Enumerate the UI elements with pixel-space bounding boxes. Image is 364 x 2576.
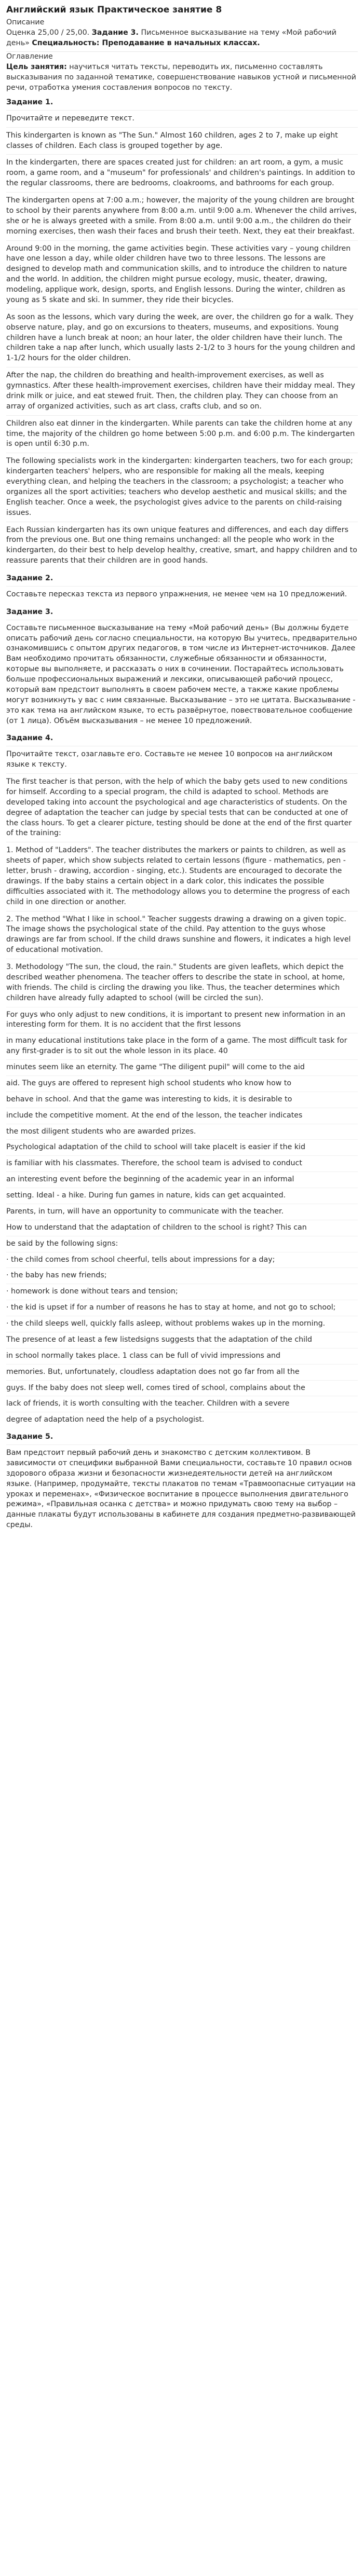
text-line: Parents, in turn, will have an opportunity to communicate with the teacher. xyxy=(6,1204,358,1220)
goal-line xyxy=(6,62,358,93)
text-line: aid. The guys are offered to represent high school students who know how to xyxy=(6,1075,358,1092)
text-line: For guys who only adjust to new conditions, it is important to present new information in an interesting form for them. It is no accident that the first lessons xyxy=(6,1007,358,1033)
text-line: lack of friends, it is worth consulting with the teacher. Children with a severe xyxy=(6,1396,358,1412)
text-paragraph: In the kindergarten, there are spaces created just for children: an art room, a gym, a music room, a game room, and a "museum" for professionals' and children's paintings. In addition to the regular classrooms, there are bedrooms, cloakrooms, and bathrooms for each group. xyxy=(6,154,358,192)
page-title: Английский язык Практическое занятие 8 xyxy=(6,5,222,15)
score-line xyxy=(6,28,358,49)
task-1-title: Задание 1. xyxy=(6,98,53,106)
method-paragraph: 2. The method "What I like in school." Teacher suggests drawing a drawing on a given topic. The image shows the psychological state of the child. Pay attention to the guys whose drawings are far from school. If the child draws sunshine and flowers, it indicates a high level of educational motivation. xyxy=(6,911,358,959)
list-item: · the baby has new friends; xyxy=(6,1267,358,1284)
description-label: Описание xyxy=(6,18,45,26)
text-line: How to understand that the adaptation of children to the school is right? This can xyxy=(6,1220,358,1236)
task-4-title: Задание 4. xyxy=(6,734,53,743)
task-3-section xyxy=(6,603,358,730)
task-2-section xyxy=(6,569,358,603)
text-line: include the competitive moment. At the end of the lesson, the teacher indicates xyxy=(6,1108,358,1124)
task-3-title: Задание 3. xyxy=(6,607,53,616)
text-line: in school normally takes place. 1 class can be full of vivid impressions and xyxy=(6,1348,358,1364)
task-5-section xyxy=(6,1428,358,1534)
text-line: guys. If the baby does not sleep well, comes tired of school, complains about the xyxy=(6,1380,358,1396)
text-paragraph: Around 9:00 in the morning, the game activities begin. These activities vary – young children have one lesson a day, while older children have two to three lessons. The lessons are designed to develop math and communication skills, and to introduce the children to nature and the world. In addition, the children might pursue ecology, music, theater, drawing, modeling, applique work, design, sports, and English lessons. During the winter, children as young as 5 skate and ski. In summer, they ride their bicycles. xyxy=(6,240,358,309)
text-line: is familiar with his classmates. Therefore, the school team is advised to conduct xyxy=(6,1155,358,1171)
text-paragraph: Each Russian kindergarten has its own unique features and differences, and each day differs from the previous one. But one thing remains unchanged: all the people who work in the kindergarten, do their best to help develop healthy, creative, smart, and happy children and to reassure parents that their children are in good hands. xyxy=(6,522,358,570)
task-4-section xyxy=(6,729,358,1428)
list-item: · the child comes from school cheerful, tells about impressions for a day; xyxy=(6,1252,358,1268)
text-paragraph: This kindergarten is known as "The Sun." Almost 160 children, ages 2 to 7, make up eight classes of children. Each class is grouped together by age. xyxy=(6,127,358,155)
text-lines xyxy=(6,1007,358,1428)
text-paragraph: After the nap, the children do breathing and health-improvement exercises, as well as gymnastics. After these health-improvement exercises, children have their midday meal. They drink milk or juice, and eat stewed fruit. Then, the children play. They can choose from an array of organized activities, such as art class, crafts club, and so on. xyxy=(6,367,358,415)
score: Оценка 25,00 / 25,00. xyxy=(6,28,90,37)
text-line: behave in school. And that the game was interesting to kids, it is desirable to xyxy=(6,1092,358,1108)
speciality: Специальность: Преподавание в начальных классах. xyxy=(32,38,260,47)
task-4-instruction: Прочитайте текст, озаглавьте его. Составьте не менее 10 вопросов на английском языке к тексту. xyxy=(6,746,358,773)
bottom-spacer xyxy=(6,1534,358,1540)
text-paragraph: Children also eat dinner in the kindergarten. While parents can take the children home at any time, the majority of the children go home between 5:00 p.m. and 6:00 p.m. The kindergarten is open until 6:30 p.m. xyxy=(6,415,358,453)
toc-label: Оглавление xyxy=(6,52,53,61)
method-paragraph: 3. Methodology "The sun, the cloud, the rain." Students are given leaflets, which depict the described weather phenomena. The teacher offers to describe the state in school, at home, with friends. The child is circling the drawing you like. Thus, the teacher determines which children have already fully adapted to school (will be circled the sun). xyxy=(6,959,358,1007)
text-line: an interesting event before the beginning of the academic year in an informal xyxy=(6,1171,358,1188)
text-line: in many educational institutions take place in the form of a game. The most difficult task for any first-grader is to sit out the whole lesson in its place. 40 xyxy=(6,1033,358,1059)
list-item: · the kid is upset if for a number of reasons he has to stay at home, and not go to school; xyxy=(6,1300,358,1316)
text-line: memories. But, unfortunately, cloudless adaptation does not go far from all the xyxy=(6,1364,358,1380)
task-3-text: Составьте письменное высказывание на тему «Мой рабочий день» (Вы должны будете описать рабочий день согласно специальности, на которую Вы учитесь, предварительно ознакомившись с опытом других педагогов, в том числе из Интернет-источников. Далее Вам необходимо прочитать обязанности, служебные обязанности и обязанности, которые вы выполняете, и рассказать о них в сочинении. Постарайтесь использовать больше профессиональных выражений и лексики, описывающей рабочий процесс, который вам предстоит выполнять в своем рабочем месте, а также какие проблемы могут возникнуть у вас с ним связанные. Высказывание – это не цитата. Высказывание - это как тема на английском языке, то есть развёрнутое, повествовательное сообщение (от 1 лица). Объём высказывания – не менее 10 предложений. xyxy=(6,620,358,730)
task-1-instruction: Прочитайте и переведите текст. xyxy=(6,110,358,127)
task-5-title: Задание 5. xyxy=(6,1433,53,1441)
text-line: the most diligent students who are awarded prizes. xyxy=(6,1124,358,1140)
text-line: setting. Ideal - a hike. During fun games in nature, kids can get acquainted. xyxy=(6,1188,358,1204)
task3-topic: Письменное высказывание на тему «Мой рабочий день» xyxy=(6,28,336,47)
goal-label: Цель занятия: xyxy=(6,63,67,72)
text-paragraph: The following specialists work in the kindergarten: kindergarten teachers, two for each group; kindergarten teachers' helpers, who are responsible for making all the meals, keeping everything clean, and helping the teachers in the classroom; a psychologist; a teacher who organizes all the sport activities; teachers who develop aesthetic and musical skills; and the English teacher. Once a week, the psychologist gives advice to the parents on child-raising issues. xyxy=(6,453,358,521)
text-line: be said by the following signs: xyxy=(6,1236,358,1252)
method-paragraph: 1. Method of "Ladders". The teacher distributes the markers or paints to children, as well as sheets of paper, which show subjects related to certain lessons (figure - mathematics, pen - letter, brush - drawing, accordion - singing, etc.). Students are encouraged to decorate the drawings. If the baby stains a certain object in a dark color, this indicates the possible difficulties associated with it. The methodology allows you to determine the progress of each child in one direction or another. xyxy=(6,842,358,910)
document-header xyxy=(6,4,358,93)
list-item: · the child sleeps well, quickly falls asleep, without problems wakes up in the morning. xyxy=(6,1316,358,1332)
task-5-text: Вам предстоит первый рабочий день и знакомство с детским коллективом. В зависимости от специфики выбранной Вами специальности, составьте 10 правил основ здорового образа жизни и безопасности жизнедеятельности детей на английском языке. (Например, продумайте, тексты плакатов по темам «Травмоопасные ситуации на уроках и переменах», «Физическое воспитание в процессе выполнения двигательного режима», «Правильная осанка с детства» и можно придумать свою тему на выбор – данные плакаты будут использованы в кабинете для создания предметно-развивающей среды. xyxy=(6,1444,358,1534)
text-line: Psychological adaptation of the child to school will take placeIt is easier if the kid xyxy=(6,1139,358,1155)
text-line: degree of adaptation need the help of a psychologist. xyxy=(6,1412,358,1428)
task3-label: Задание 3. xyxy=(91,28,139,37)
text-paragraph: The first teacher is that person, with the help of which the baby gets used to new conditions for himself. According to a special program, the child is adapted to school. Methods are developed taking into account the psychological and age characteristics of students. On the degree of adaptation the teacher can judge by special tests that can be conducted at one of the class hours. To get a clearer picture, testing should be done at the end of the first quarter of the training: xyxy=(6,773,358,842)
task-2-text: Составьте пересказ текста из первого упражнения, не менее чем на 10 предложений. xyxy=(6,586,358,603)
list-item: · homework is done without tears and tension; xyxy=(6,1284,358,1300)
goal-text: научиться читать тексты, переводить их, письменно составлять высказывания по заданной тематике, совершенствование навыков устной и письменной речи, отработка умения составления вопросов по тексту. xyxy=(6,63,356,92)
text-paragraph: As soon as the lessons, which vary during the week, are over, the children go for a walk. They observe nature, play, and go on excursions to theaters, museums, and expositions. Young children have a lunch break at noon; an hour later, the older children have their lunch. The children take a nap after lunch, which usually lasts 2-1/2 to 3 hours for the young children and 1-1/2 hours for the older children. xyxy=(6,309,358,367)
text-line: minutes seem like an eternity. The game "The diligent pupil" will come to the aid xyxy=(6,1059,358,1075)
text-paragraph: The kindergarten opens at 7:00 a.m.; however, the majority of the young children are brought to school by their parents anywhere from 8:00 a.m. until 9:00 a.m. Whenever the child arrives, she or he is always greeted with a smile. From 8:00 a.m. until 9:00 a.m., the children do their morning exercises, then wash their faces and brush their teeth. Next, they eat their breakfast. xyxy=(6,192,358,240)
task-2-title: Задание 2. xyxy=(6,574,53,583)
task-1-section xyxy=(6,93,358,569)
text-line: The presence of at least a few listedsigns suggests that the adaptation of the child xyxy=(6,1332,358,1348)
